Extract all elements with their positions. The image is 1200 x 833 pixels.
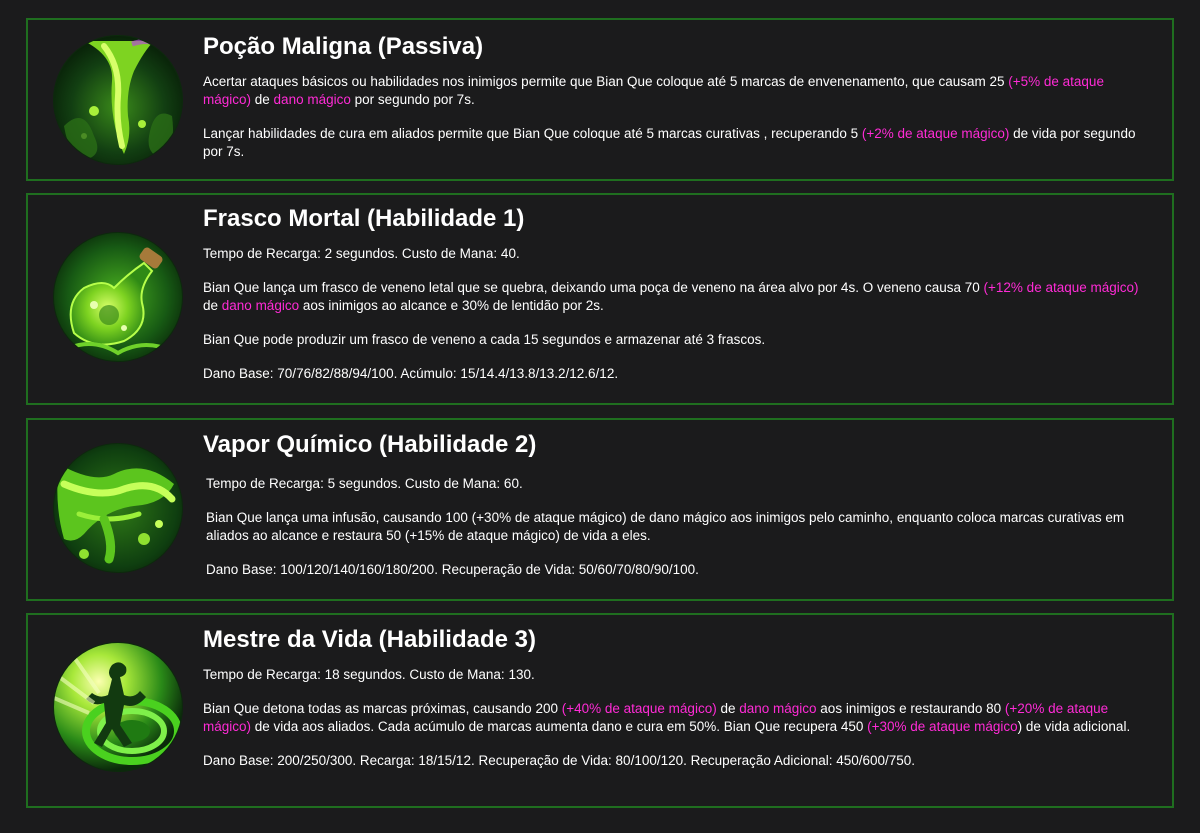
poison-drip-icon	[54, 36, 182, 164]
skill-paragraph	[206, 509, 1156, 545]
skill-paragraph	[203, 73, 1153, 109]
description-text: de vida aos aliados. Cada acúmulo de marcas aumenta dano e cura em 50%. Bian Que recupera 450	[251, 719, 868, 734]
description-text: Bian Que pode produzir um frasco de veneno a cada 15 segundos e armazenar até 3 frascos.	[203, 332, 766, 347]
skill-paragraph	[203, 279, 1153, 315]
skill-paragraph	[203, 365, 1153, 383]
skill-card-passive	[26, 18, 1174, 181]
master-of-life-icon	[54, 643, 182, 771]
highlighted-value: (+20% de ataque mágico)	[203, 701, 1109, 734]
highlighted-value: dano mágico	[739, 701, 817, 716]
skill-paragraph	[206, 561, 1156, 579]
skill-description	[203, 245, 1153, 399]
skill-card-ability-3	[26, 613, 1174, 808]
skill-title: Mestre da Vida (Habilidade 3)	[203, 626, 536, 653]
description-text: aos inimigos ao alcance e 30% de lentidão por 2s.	[299, 298, 604, 313]
poison-flask-icon	[54, 233, 182, 361]
description-text: Tempo de Recarga: 5 segundos. Custo de Mana: 60.	[206, 476, 523, 491]
skill-paragraph	[203, 666, 1153, 684]
skill-title: Vapor Químico (Habilidade 2)	[203, 431, 537, 458]
highlighted-value: (+12% de ataque mágico)	[983, 280, 1139, 295]
highlighted-value: (+40% de ataque mágico)	[561, 701, 717, 716]
skill-card-ability-2	[26, 418, 1174, 601]
skill-paragraph	[203, 700, 1153, 736]
highlighted-value: dano mágico	[273, 92, 351, 107]
skill-paragraph	[203, 331, 1153, 349]
description-text: Lançar habilidades de cura em aliados permite que Bian Que coloque até 5 marcas curativas , recuperando 5	[203, 126, 862, 141]
skill-title: Poção Maligna (Passiva)	[203, 33, 484, 60]
skill-description	[206, 475, 1156, 595]
skill-paragraph	[203, 752, 1153, 770]
description-text: de	[716, 701, 740, 716]
description-text: aos inimigos e restaurando 80	[816, 701, 1005, 716]
skill-description	[203, 666, 1153, 786]
skill-title: Frasco Mortal (Habilidade 1)	[203, 205, 525, 232]
description-text: Bian Que lança um frasco de veneno letal que se quebra, deixando uma poça de veneno na área alvo por 4s. O veneno causa 70	[203, 280, 984, 295]
skill-card-ability-1	[26, 193, 1174, 405]
description-text: Bian Que lança uma infusão, causando 100 (+30% de ataque mágico) de dano mágico aos inimigos pelo caminho, enquanto coloca marcas curativas em aliados ao alcance e restaura 50 (+15% de ataque mágico) de vida a eles.	[206, 510, 1125, 543]
description-text: Acertar ataques básicos ou habilidades nos inimigos permite que Bian Que coloque até 5 marcas de envenenamento, que causam 25	[203, 74, 1009, 89]
description-text: Dano Base: 200/250/300. Recarga: 18/15/12. Recuperação de Vida: 80/100/120. Recuperação Adicional: 450/600/750.	[203, 753, 916, 768]
description-text: ) de vida adicional.	[1017, 719, 1131, 734]
highlighted-value: (+2% de ataque mágico)	[861, 126, 1010, 141]
chemical-vapor-icon	[54, 444, 182, 572]
description-text: de	[203, 298, 222, 313]
description-text: de	[251, 92, 274, 107]
description-text: Dano Base: 70/76/82/88/94/100. Acúmulo: 15/14.4/13.8/13.2/12.6/12.	[203, 366, 619, 381]
highlighted-value: dano mágico	[221, 298, 300, 313]
skill-paragraph	[203, 245, 1153, 263]
description-text: de vida por segundo por 7s.	[203, 126, 1136, 159]
description-text: Tempo de Recarga: 18 segundos. Custo de Mana: 130.	[203, 667, 535, 682]
skill-description	[203, 73, 1153, 177]
description-text: Bian Que detona todas as marcas próximas, causando 200	[203, 701, 562, 716]
skill-paragraph	[206, 475, 1156, 493]
highlighted-value: (+30% de ataque mágico	[867, 719, 1018, 734]
description-text: Dano Base: 100/120/140/160/180/200. Recuperação de Vida: 50/60/70/80/90/100.	[206, 562, 699, 577]
highlighted-value: (+5% de ataque mágico)	[203, 74, 1104, 107]
skill-paragraph	[203, 125, 1153, 161]
description-text: Tempo de Recarga: 2 segundos. Custo de Mana: 40.	[203, 246, 520, 261]
description-text: por segundo por 7s.	[350, 92, 475, 107]
